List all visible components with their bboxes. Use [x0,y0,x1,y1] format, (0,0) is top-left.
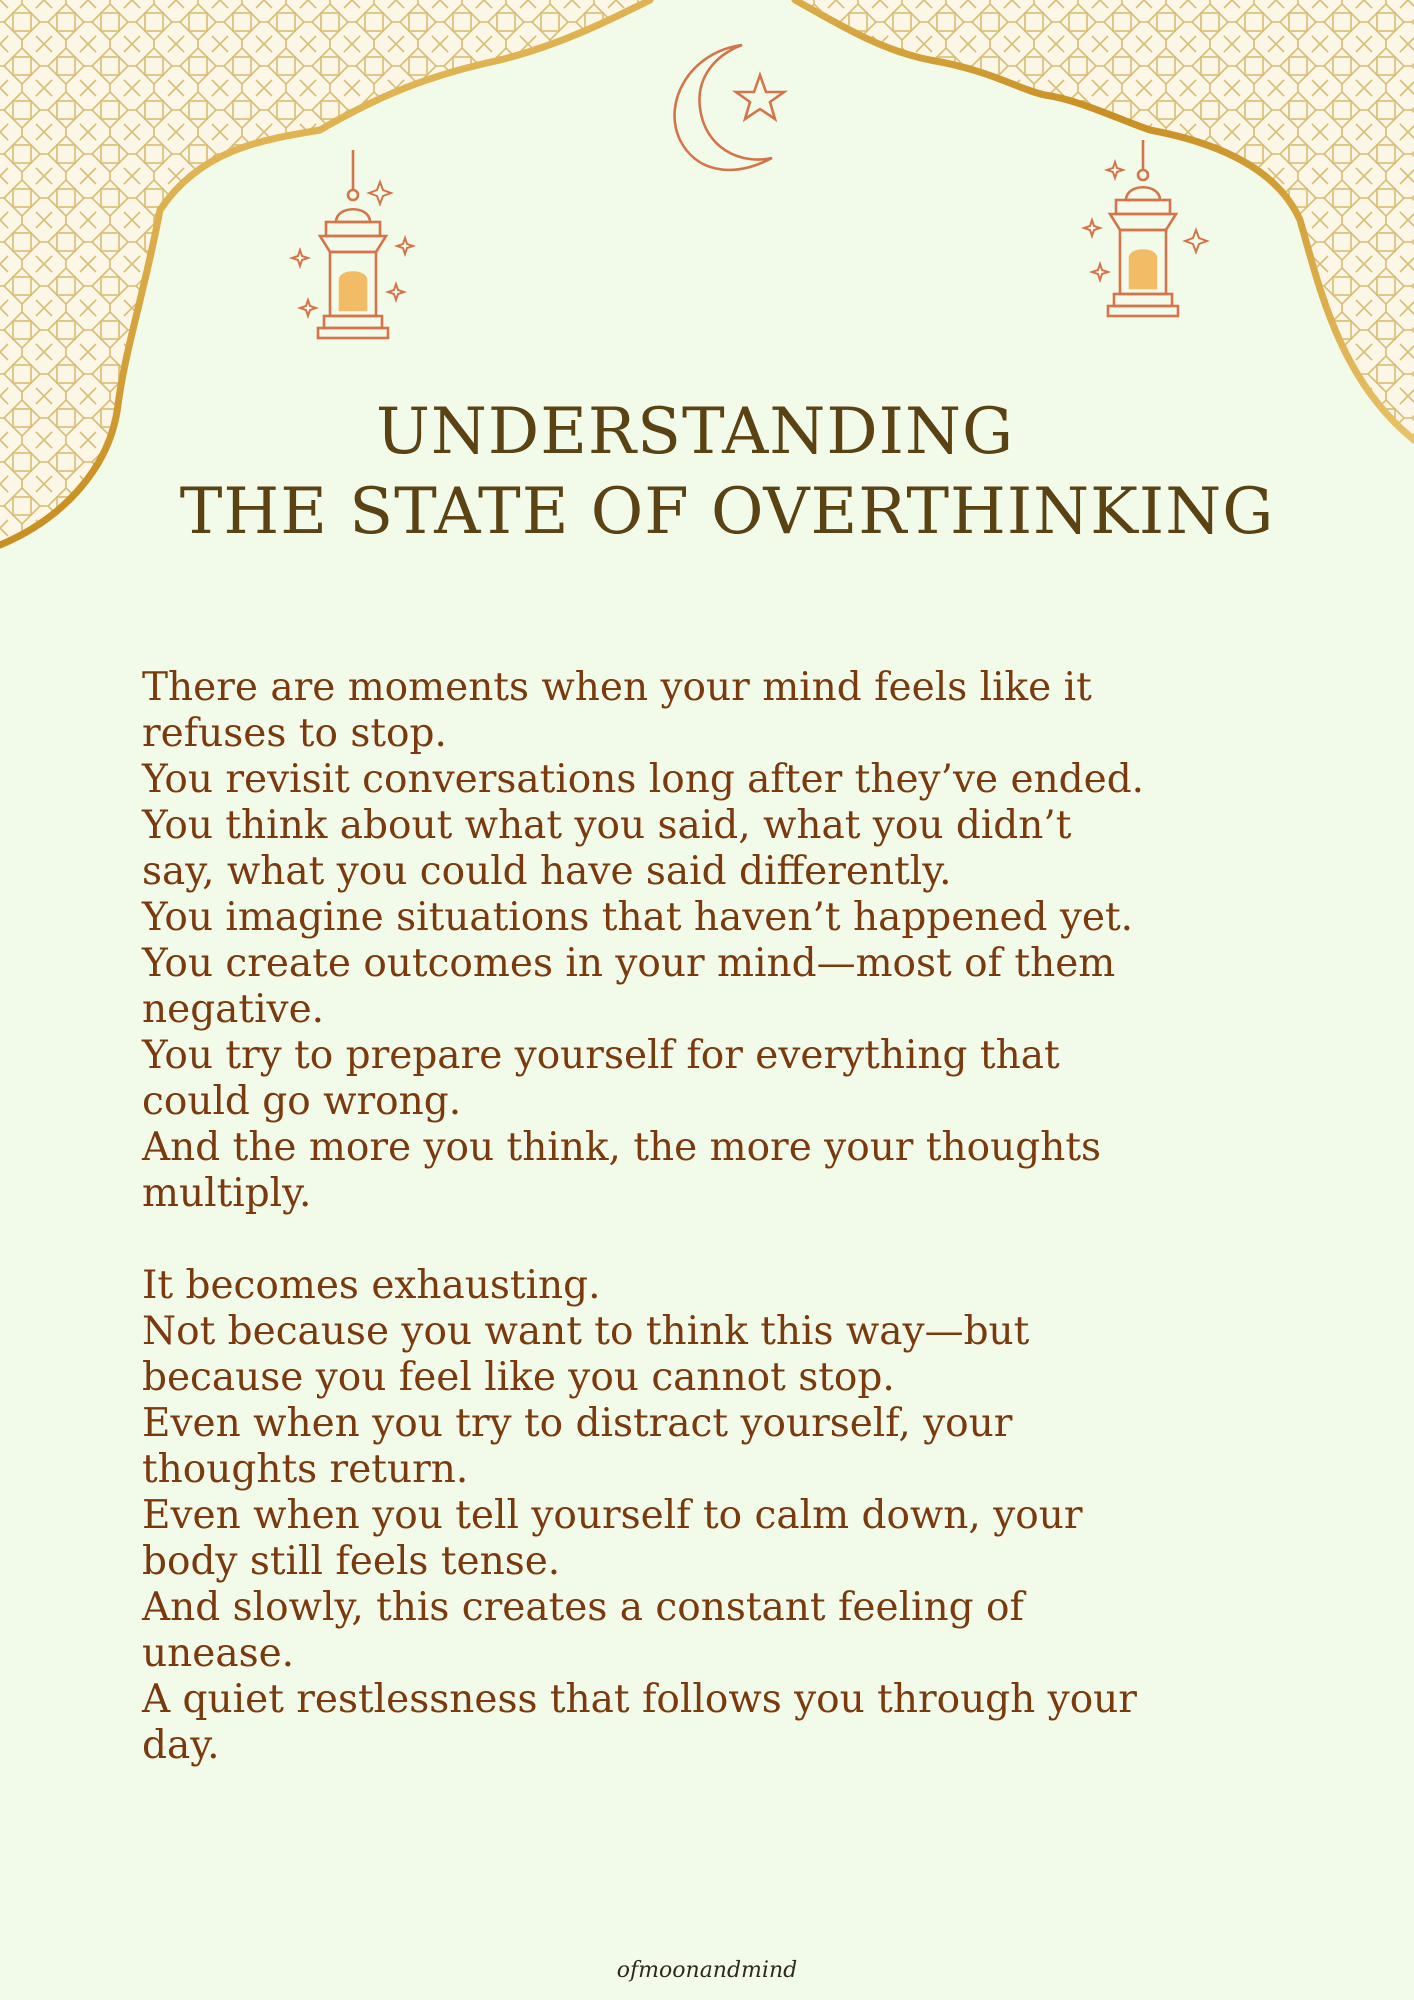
body-line: body still feels tense. [142,1539,561,1584]
body-line [142,1217,1342,1263]
body-line: unease. [142,1631,295,1676]
body-line: negative. [142,987,325,1032]
body-line: because you feel like you cannot stop. [142,1355,895,1400]
body-line: There are moments when your mind feels like it [142,665,1092,710]
body-line: You imagine situations that haven’t happened yet. [142,895,1134,940]
body-line: A quiet restlessness that follows you through your [142,1677,1137,1722]
body-text [142,665,1342,1769]
page-title-line-1: UNDERSTANDING [375,395,1015,469]
body-line: Not because you want to think this way—but [142,1309,1030,1354]
body-line: And slowly, this creates a constant feeling of [142,1585,1024,1630]
body-line: It becomes exhausting. [142,1263,601,1308]
body-line: could go wrong. [142,1079,462,1124]
page-title-line-2: THE STATE OF OVERTHINKING [179,475,1275,549]
body-line: multiply. [142,1171,312,1216]
body-line: refuses to stop. [142,711,447,756]
body-line: And the more you think, the more your thoughts [142,1125,1102,1170]
body-line: say, what you could have said differently. [142,849,952,894]
body-line: thoughts return. [142,1447,469,1492]
body-line: day. [142,1723,220,1768]
body-line: You try to prepare yourself for everything that [142,1033,1060,1078]
body-line: Even when you tell yourself to calm down, your [142,1493,1083,1538]
body-line: You create outcomes in your mind—most of them [142,941,1116,986]
body-line: You revisit conversations long after they’ve ended. [142,757,1145,802]
author-credit: ofmoonandmind [616,1958,798,1983]
body-line: You think about what you said, what you didn’t [142,803,1072,848]
body-line: Even when you try to distract yourself, your [142,1401,1013,1446]
